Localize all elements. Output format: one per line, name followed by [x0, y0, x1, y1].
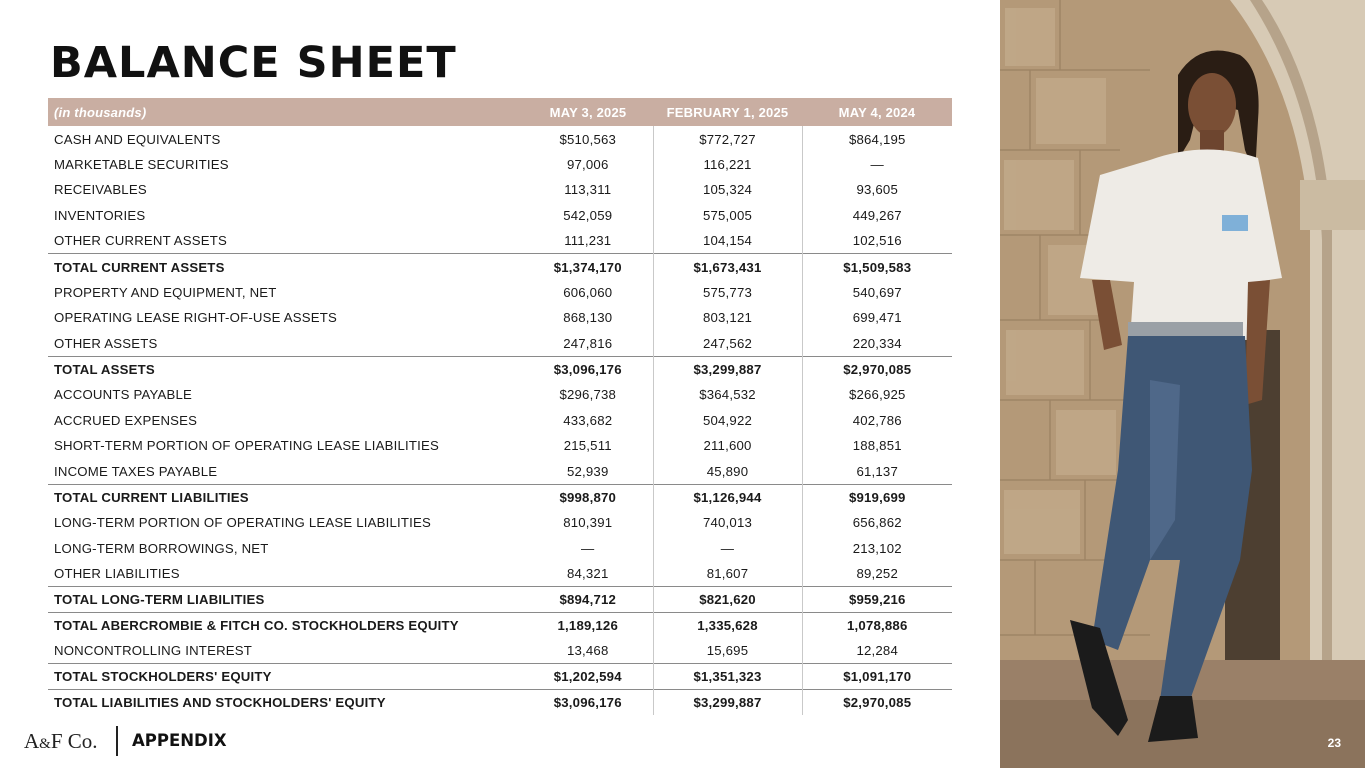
- table-row: [48, 126, 952, 152]
- row-label: INCOME TAXES PAYABLE: [54, 463, 218, 479]
- row-value-c2: $821,620: [653, 587, 802, 613]
- row-value-c2: $1,673,431: [653, 254, 802, 280]
- table-row: [48, 331, 952, 357]
- table-row: [48, 203, 952, 229]
- table-row: [48, 177, 952, 203]
- row-label: OTHER ASSETS: [54, 335, 158, 351]
- row-value-c1: $1,202,594: [523, 663, 653, 689]
- row-label: TOTAL ABERCROMBIE & FITCH CO. STOCKHOLDERS EQUITY: [48, 612, 523, 638]
- table-row: [48, 484, 952, 510]
- row-label: TOTAL CURRENT ASSETS: [48, 254, 523, 280]
- row-value-c2: 740,013: [653, 510, 802, 536]
- row-value-c3: $864,195: [848, 132, 906, 148]
- page-title: BALANCE SHEET: [50, 38, 457, 88]
- row-label: SHORT-TERM PORTION OF OPERATING LEASE LIABILITIES: [54, 438, 439, 454]
- row-value-c3: 12,284: [856, 642, 899, 658]
- row-value-c1: 97,006: [523, 152, 653, 178]
- row-label: TOTAL LIABILITIES AND STOCKHOLDERS' EQUITY: [48, 689, 523, 715]
- row-value-c3: 402,786: [852, 412, 902, 428]
- table-row: [48, 382, 952, 408]
- table-row: [48, 305, 952, 331]
- table-row: [48, 510, 952, 536]
- row-value-c3: 540,697: [852, 284, 902, 300]
- row-label: RECEIVABLES: [54, 182, 147, 198]
- row-value-c1: 868,130: [523, 305, 653, 331]
- row-value-c3: 61,137: [856, 463, 899, 479]
- row-value-c2: $3,299,887: [653, 356, 802, 382]
- row-value-c3: $2,970,085: [802, 356, 952, 382]
- row-value-c3: 699,471: [852, 310, 902, 326]
- row-value-c2: 575,773: [653, 280, 802, 306]
- row-value-c2: 211,600: [653, 433, 802, 459]
- row-value-c3: 449,267: [852, 208, 902, 224]
- table-row: [48, 689, 952, 715]
- row-label: ACCOUNTS PAYABLE: [54, 387, 193, 403]
- table-row: [48, 228, 952, 254]
- row-value-c2: 116,221: [653, 152, 802, 178]
- row-label: TOTAL CURRENT LIABILITIES: [48, 484, 523, 510]
- table-row: [48, 356, 952, 382]
- row-label: TOTAL STOCKHOLDERS' EQUITY: [48, 663, 523, 689]
- row-value-c1: 111,231: [523, 228, 653, 254]
- row-value-c2: 803,121: [653, 305, 802, 331]
- row-label: TOTAL LONG-TERM LIABILITIES: [48, 587, 523, 613]
- table-row: [48, 536, 952, 562]
- row-value-c1: $296,738: [523, 382, 653, 408]
- row-value-c1: $510,563: [523, 126, 653, 152]
- row-value-c3: $1,509,583: [802, 254, 952, 280]
- model-photo: [1000, 0, 1365, 768]
- row-value-c1: 215,511: [523, 433, 653, 459]
- row-value-c2: 81,607: [653, 561, 802, 587]
- af-co-logo: A&F Co.: [24, 729, 98, 753]
- header-may-4-2024: MAY 4, 2024: [802, 98, 952, 126]
- row-value-c3: 1,078,886: [802, 612, 952, 638]
- row-label: ACCRUED EXPENSES: [54, 412, 198, 428]
- row-value-c1: $894,712: [523, 587, 653, 613]
- header-feb-1-2025: FEBRUARY 1, 2025: [653, 98, 802, 126]
- table-row: [48, 663, 952, 689]
- row-value-c3: $266,925: [848, 387, 906, 403]
- row-value-c1: 52,939: [523, 459, 653, 485]
- row-value-c1: 113,311: [523, 177, 653, 203]
- table-row: [48, 561, 952, 587]
- table-row: [48, 587, 952, 613]
- row-label: TOTAL ASSETS: [48, 356, 523, 382]
- row-value-c2: 15,695: [653, 638, 802, 664]
- row-value-c3: $959,216: [802, 587, 952, 613]
- row-value-c3: —: [870, 156, 884, 172]
- row-value-c2: 45,890: [653, 459, 802, 485]
- row-value-c1: 542,059: [523, 203, 653, 229]
- table-row: [48, 459, 952, 485]
- row-label: OPERATING LEASE RIGHT-OF-USE ASSETS: [54, 310, 338, 326]
- row-value-c2: 105,324: [653, 177, 802, 203]
- row-value-c3: 102,516: [852, 233, 902, 249]
- row-value-c2: $364,532: [653, 382, 802, 408]
- table-row: [48, 638, 952, 664]
- row-label: INVENTORIES: [54, 208, 146, 224]
- row-value-c1: 1,189,126: [523, 612, 653, 638]
- row-value-c3: 213,102: [852, 540, 902, 556]
- row-value-c2: 1,335,628: [653, 612, 802, 638]
- row-value-c1: 810,391: [523, 510, 653, 536]
- row-value-c2: $1,126,944: [653, 484, 802, 510]
- row-value-c3: 220,334: [852, 335, 902, 351]
- row-label: OTHER LIABILITIES: [54, 566, 180, 582]
- table-row: [48, 152, 952, 178]
- row-value-c3: 188,851: [852, 438, 902, 454]
- row-label: NONCONTROLLING INTEREST: [54, 642, 253, 658]
- row-value-c3: 89,252: [856, 566, 899, 582]
- row-value-c1: 84,321: [523, 561, 653, 587]
- row-value-c1: 606,060: [523, 280, 653, 306]
- table-header-row: [48, 98, 952, 126]
- row-value-c1: —: [523, 536, 653, 562]
- row-value-c1: 433,682: [523, 408, 653, 434]
- row-label: OTHER CURRENT ASSETS: [54, 233, 228, 249]
- row-value-c1: $3,096,176: [523, 689, 653, 715]
- section-label: APPENDIX: [132, 731, 227, 750]
- row-value-c3: $1,091,170: [802, 663, 952, 689]
- row-value-c1: 247,816: [523, 331, 653, 357]
- header-may-3-2025: MAY 3, 2025: [523, 98, 653, 126]
- balance-sheet-table: [48, 98, 952, 715]
- row-value-c1: $1,374,170: [523, 254, 653, 280]
- row-value-c2: 247,562: [653, 331, 802, 357]
- table-row: [48, 612, 952, 638]
- row-label: MARKETABLE SECURITIES: [54, 156, 229, 172]
- row-value-c3: 93,605: [856, 182, 899, 198]
- row-value-c2: $772,727: [653, 126, 802, 152]
- table-row: [48, 280, 952, 306]
- row-value-c2: $1,351,323: [653, 663, 802, 689]
- row-value-c1: $998,870: [523, 484, 653, 510]
- row-value-c2: —: [653, 536, 802, 562]
- footer-divider: [116, 726, 118, 756]
- table-row: [48, 254, 952, 280]
- header-units: (in thousands): [48, 98, 523, 126]
- page-number: 23: [1327, 736, 1341, 750]
- row-label: LONG-TERM PORTION OF OPERATING LEASE LIABILITIES: [54, 515, 431, 531]
- row-value-c2: 504,922: [653, 408, 802, 434]
- row-value-c1: 13,468: [523, 638, 653, 664]
- table-row: [48, 408, 952, 434]
- table-row: [48, 433, 952, 459]
- row-value-c1: $3,096,176: [523, 356, 653, 382]
- row-label: LONG-TERM BORROWINGS, NET: [54, 540, 269, 556]
- row-value-c3: $2,970,085: [802, 689, 952, 715]
- row-label: CASH AND EQUIVALENTS: [54, 132, 221, 148]
- row-value-c3: 656,862: [852, 515, 902, 531]
- row-value-c2: 575,005: [653, 203, 802, 229]
- row-value-c2: 104,154: [653, 228, 802, 254]
- row-value-c2: $3,299,887: [653, 689, 802, 715]
- row-value-c3: $919,699: [802, 484, 952, 510]
- row-label: PROPERTY AND EQUIPMENT, NET: [54, 284, 277, 300]
